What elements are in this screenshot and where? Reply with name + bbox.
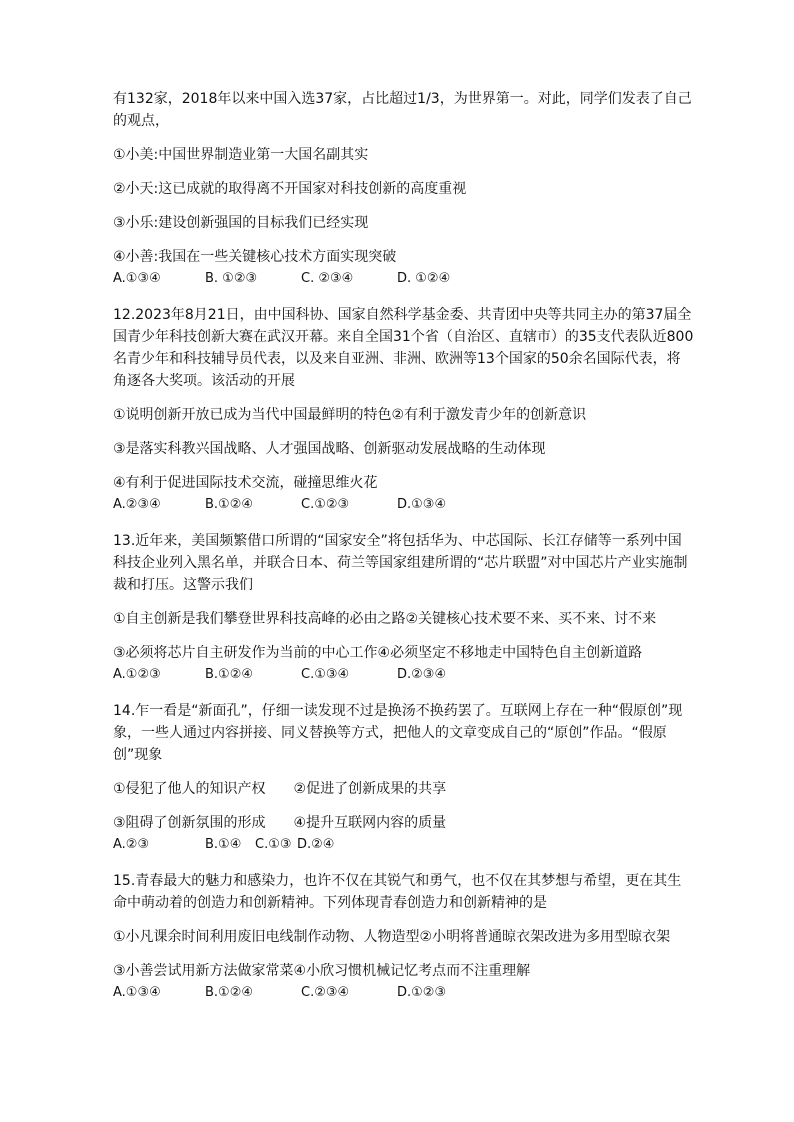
statement-4: ④小善:我国在一些关键核心技术方面实现突破 [113,249,397,265]
statement-4: ④有利于促进国际技术交流，碰撞思维火花 [113,475,378,491]
choice-d: D.②③④ [397,667,447,682]
choice-b: B. ①②③ [205,271,258,286]
statement-3-4: ③小善尝试用新方法做家常菜④小欣习惯机械记忆考点而不注重理解 [113,963,531,979]
question-stem: 有132家，2018年以来中国入选37家，占比超过1/3，为世界第一。对此，同学们发表了自己的观点， [113,91,692,129]
statement-1-2: ①侵犯了他人的知识产权 ②促进了创新成果的共享 [113,781,447,797]
answer-choices [113,494,694,516]
statement-1-2: ①小凡课余时间利用废旧电线制作动物、人物造型②小明将普通晾衣架改进为多用型晾衣架 [113,929,671,945]
statement-3: ③是落实科教兴国战略、人才强国战略、创新驱动发展战略的生动体现 [113,441,546,457]
choice-c: C.②③④ [301,985,350,1000]
statement-3-4: ③阻碍了创新氛围的形成 ④提升互联网内容的质量 [113,815,447,831]
answer-choices [113,834,694,856]
question-12 [113,304,694,516]
question-stem: 13.近年来，美国频繁借口所谓的“国家安全”将包括华为、中芯国际、长江存储等一系列中国科技企业列入黑名单，并联合日本、荷兰等国家组建所谓的“芯片联盟”对中国芯片产业实施制裁和打压。这警示我们 [113,533,688,593]
question-14 [113,700,694,856]
choice-d: D.①③④ [397,497,447,512]
answer-choices [113,664,694,686]
question-11 [113,88,694,290]
choice-a: A.②③ [113,837,150,852]
choice-d: D.①②③ [397,985,447,1000]
choice-b: B.①④ [205,837,242,852]
choice-a: A.①②③ [113,667,161,682]
answer-choices [113,268,694,290]
choice-c: C.①③④ [301,667,350,682]
choice-a: A.①③④ [113,985,161,1000]
statement-3-4: ③必须将芯片自主研发作为当前的中心工作④必须坚定不移地走中国特色自主创新道路 [113,645,643,661]
choice-b: B.①②④ [205,667,254,682]
statement-3: ③小乐:建设创新强国的目标我们已经实现 [113,215,369,231]
choice-b: B.①②④ [205,985,254,1000]
choice-a: A.②③④ [113,497,161,512]
choice-c: C. ②③④ [301,271,354,286]
answer-choices [113,982,694,1004]
question-stem: 12.2023年8月21日，由中国科协、国家自然科学基金委、共青团中央等共同主办的第37届全国青少年科技创新大赛在武汉开幕。来自全国31个省（自治区、直辖市）的35支代表队近800名青少年和科技辅导员代表，以及来自亚洲、非洲、欧洲等13个国家的50余名国际代表，将角逐各大奖项。该活动的开展 [113,307,694,389]
choice-d: D.②④ [297,837,335,852]
statement-1-2: ①说明创新开放已成为当代中国最鲜明的特色②有利于激发青少年的创新意识 [113,407,587,423]
question-stem: 15.青春最大的魅力和感染力，也许不仅在其锐气和勇气，也不仅在其梦想与希望，更在其生命中萌动着的创造力和创新精神。下列体现青春创造力和创新精神的是 [113,873,682,911]
question-15 [113,870,694,1004]
statement-1: ①小美:中国世界制造业第一大国名副其实 [113,147,369,163]
choice-c: C.①③ [255,837,292,852]
question-13 [113,530,694,686]
question-stem: 14.乍一看是“新面孔”，仔细一读发现不过是换汤不换药罢了。互联网上存在一种“假原创”现象，一些人通过内容拼接、同义替换等方式，把他人的文章变成自己的“原创”作品。“假原创”现象 [113,703,683,763]
choice-c: C.①②③ [301,497,350,512]
statement-1-2: ①自主创新是我们攀登世界科技高峰的必由之路②关键核心技术要不来、买不来、讨不来 [113,611,657,627]
choice-a: A.①③④ [113,271,161,286]
statement-2: ②小天:这已成就的取得离不开国家对科技创新的高度重视 [113,181,467,197]
choice-d: D. ①②④ [397,271,451,286]
choice-b: B.①②④ [205,497,254,512]
